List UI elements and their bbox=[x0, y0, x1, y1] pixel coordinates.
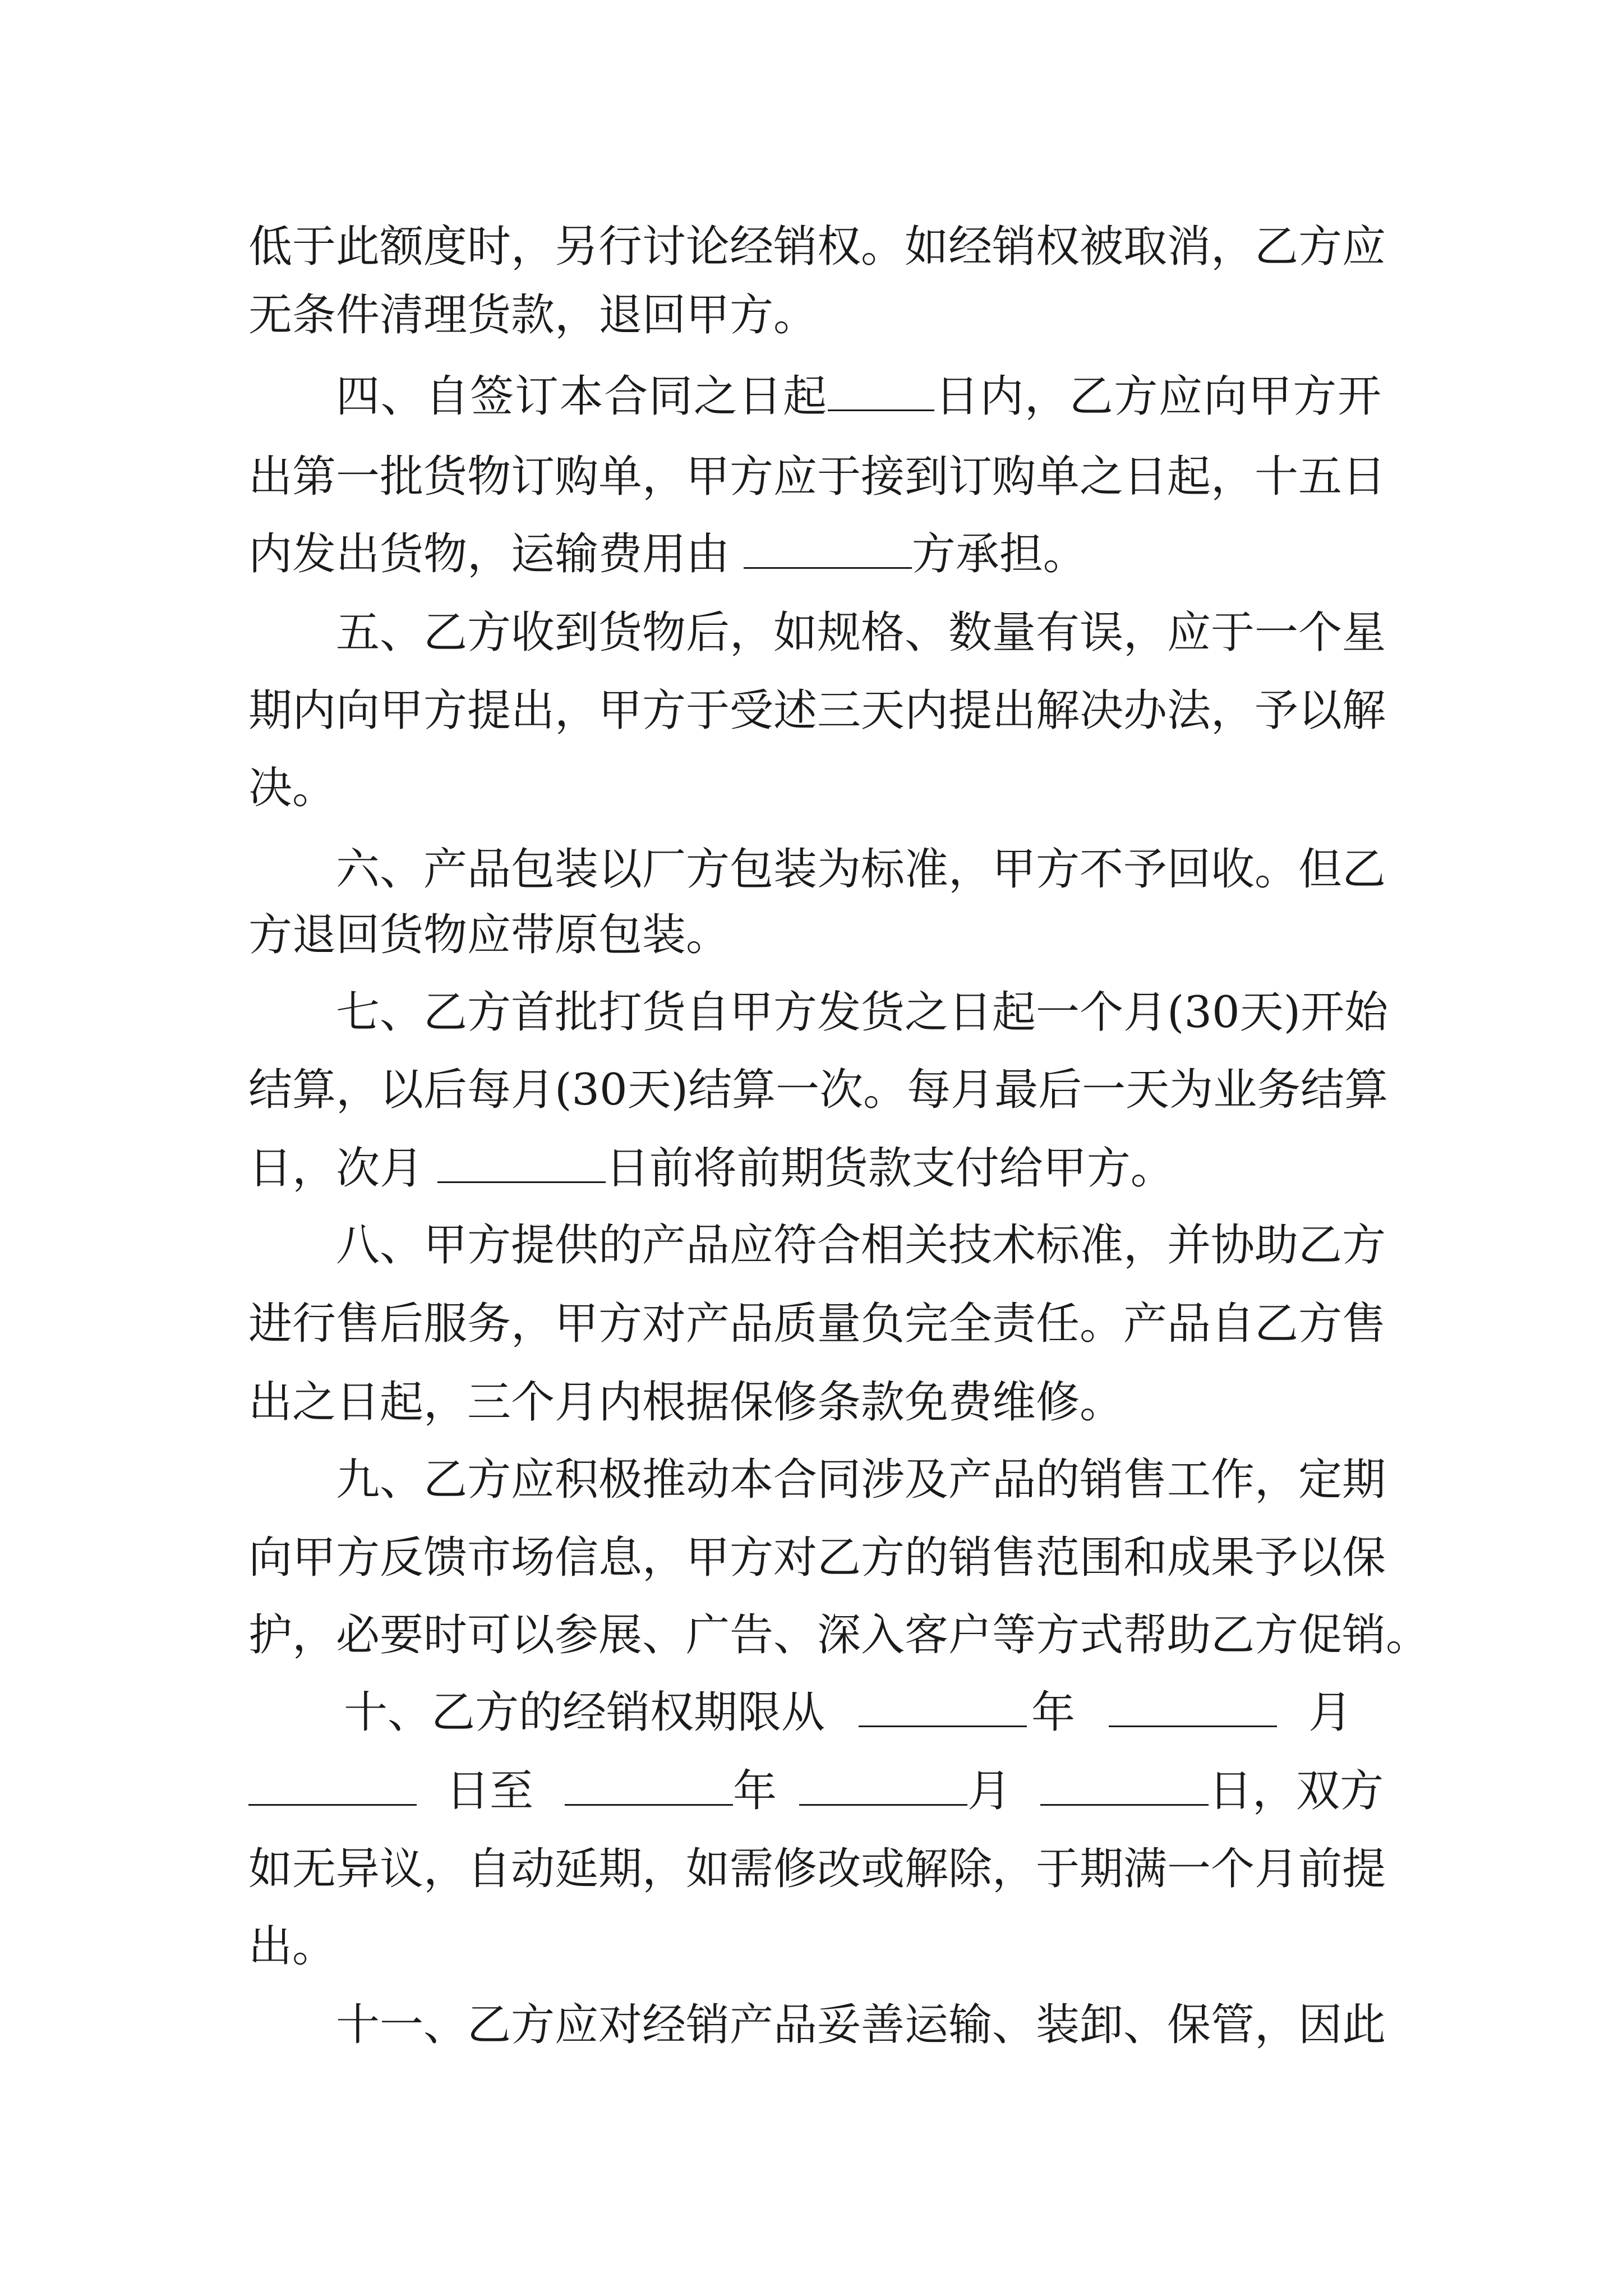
clause-10-line-4: 出。 bbox=[248, 1921, 336, 1972]
clause-4-text-b: 日内，乙方应向甲方开 bbox=[934, 371, 1381, 422]
clause-9-line-3: 护，必要时可以参展、广告、深入客户等方式帮助乙方促销。 bbox=[248, 1610, 1430, 1660]
clause-10-line-1 bbox=[248, 1685, 1381, 1741]
text-line-2: 无条件清理货款，退回甲方。 bbox=[248, 290, 818, 341]
clause-5-line-3: 决。 bbox=[248, 763, 336, 813]
fill-blank-end-year bbox=[565, 1767, 733, 1806]
clause-8-line-2: 进行售后服务，甲方对产品质量负完全责任。产品自乙方售 bbox=[248, 1299, 1386, 1349]
clause-4-text-c: 内发出货物，运输费用由 bbox=[248, 529, 744, 579]
clause-8-line-3: 出之日起，三个月内根据保修条款免费维修。 bbox=[248, 1377, 1124, 1428]
clause-9-line-1: 九、乙方应积极推动本合同涉及产品的销售工作，定期 bbox=[336, 1455, 1386, 1505]
clause-10-line-2 bbox=[248, 1763, 1384, 1819]
clause-10-text-day-2: 日，双方 bbox=[1209, 1766, 1384, 1816]
fill-blank-end-month bbox=[799, 1767, 967, 1806]
clause-10-line-3: 如无异议，自动延期，如需修改或解除，于期满一个月前提 bbox=[248, 1844, 1386, 1894]
clause-6-line-1: 六、产品包装以厂方包装为标准，甲方不予回收。但乙 bbox=[336, 844, 1386, 895]
clause-7-line-1: 七、乙方首批打货自甲方发货之日起一个月(30天)开始 bbox=[336, 987, 1389, 1038]
clause-4-line-2: 出第一批货物订购单，甲方应于接到订购单之日起，十五日 bbox=[248, 452, 1386, 502]
clause-10-text-month-2: 月 bbox=[967, 1766, 1012, 1816]
clause-4-line-3 bbox=[248, 526, 1381, 582]
clause-6-line-2: 方退回货物应带原包装。 bbox=[248, 910, 730, 960]
clause-7-line-3 bbox=[248, 1140, 1381, 1197]
clause-9-line-2: 向甲方反馈市场信息，甲方对乙方的销售范围和成果予以保 bbox=[248, 1533, 1386, 1583]
clause-7-text-a: 日，次月 bbox=[248, 1143, 437, 1194]
fill-blank-days bbox=[828, 372, 934, 411]
clause-8-line-1: 八、甲方提供的产品应符合相关技术标准，并协助乙方 bbox=[336, 1220, 1386, 1271]
clause-10-text-to: 日至 bbox=[446, 1766, 534, 1816]
clause-5-line-2: 期内向甲方提出，甲方于受述三天内提出解决办法，予以解 bbox=[248, 685, 1386, 736]
clause-4-text-d: 方承担。 bbox=[911, 529, 1087, 579]
fill-blank-start-month bbox=[1109, 1688, 1277, 1727]
clause-4-line-1 bbox=[248, 369, 1381, 425]
fill-blank-end-day bbox=[1040, 1767, 1209, 1806]
fill-blank-freight-party bbox=[744, 530, 912, 569]
fill-blank-payment-day bbox=[437, 1144, 606, 1183]
clause-4-text-a: 四、自签订本合同之日起 bbox=[336, 371, 828, 422]
clause-5-line-1: 五、乙方收到货物后，如规格、数量有误，应于一个星 bbox=[336, 608, 1386, 658]
fill-blank-start-year bbox=[859, 1688, 1027, 1727]
clause-7-line-2: 结算，以后每月(30天)结算一次。每月最后一天为业务结算 bbox=[248, 1065, 1389, 1115]
clause-10-text-a: 十、乙方的经销权期限从 bbox=[344, 1687, 826, 1738]
clause-10-text-year-2: 年 bbox=[733, 1766, 777, 1816]
clause-11-line-1: 十一、乙方应对经销产品妥善运输、装卸、保管，因此 bbox=[336, 2000, 1386, 2050]
text-line-1: 低于此额度时，另行讨论经销权。如经销权被取消，乙方应 bbox=[248, 222, 1386, 272]
clause-10-text-year: 年 bbox=[1031, 1687, 1076, 1738]
clause-10-text-month: 月 bbox=[1308, 1687, 1353, 1738]
fill-blank-start-day bbox=[248, 1767, 417, 1806]
clause-7-text-b: 日前将前期货款支付给甲方。 bbox=[605, 1143, 1174, 1194]
